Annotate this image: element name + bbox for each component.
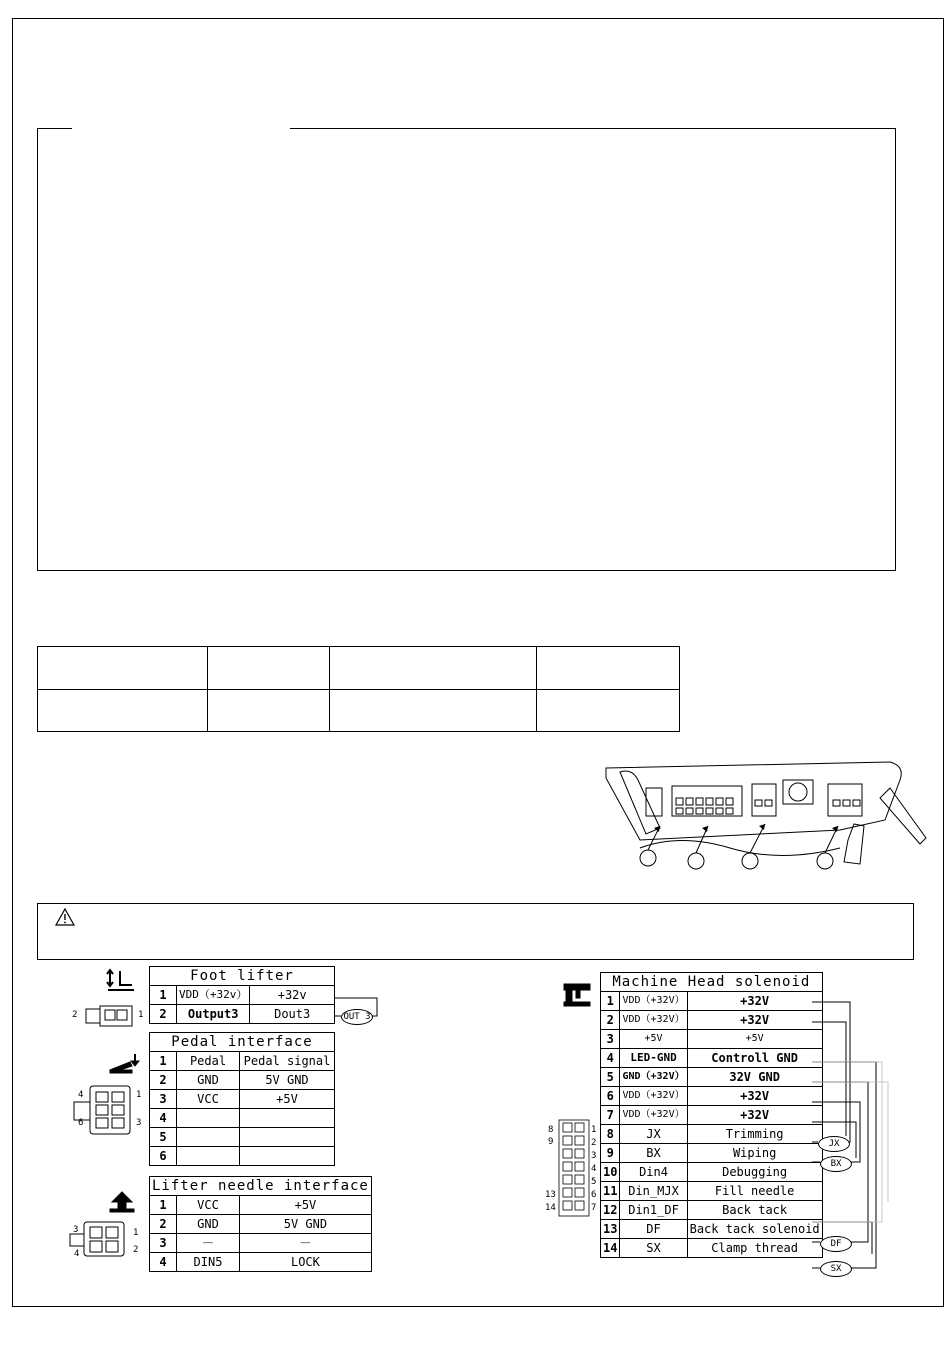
warning-triangle-icon — [54, 907, 76, 927]
pin-function: Fill needle — [687, 1182, 822, 1201]
pin-function: +32V — [687, 1087, 822, 1106]
table-row — [601, 1125, 823, 1144]
needle-pin-bl: 4 — [74, 1249, 80, 1259]
foot-lifter-title: Foot lifter — [150, 967, 335, 986]
machine-head-table — [600, 972, 823, 1258]
pin-function: Wiping — [687, 1144, 822, 1163]
pin-signal: SX — [620, 1239, 687, 1258]
pedal-connector-icon — [72, 1082, 134, 1138]
pin-function: Back tack solenoid — [687, 1220, 822, 1239]
bx-tag: BX — [820, 1156, 852, 1172]
pin-function: Clamp thread — [687, 1239, 822, 1258]
pin-signal: +5V — [620, 1030, 687, 1049]
out3-tag: OUT 3 — [341, 1009, 373, 1025]
pin-signal: Din1_DF — [620, 1201, 687, 1220]
pin-number: 5 — [150, 1128, 177, 1147]
controller-panel-illustration — [600, 758, 930, 876]
pedal-title: Pedal interface — [150, 1033, 335, 1052]
pin-signal: VDD（+32v） — [177, 986, 250, 1005]
pin-function: LOCK — [240, 1253, 372, 1272]
table-row — [601, 1182, 823, 1201]
pin-number: 2 — [150, 1215, 177, 1234]
head-pin-l1: 8 — [548, 1125, 554, 1135]
head-pin-r1: 1 — [591, 1125, 597, 1135]
jx-tag: JX — [818, 1136, 850, 1152]
pin-number: 11 — [601, 1182, 620, 1201]
pin-signal: LED-GND — [620, 1049, 687, 1068]
warning-box — [37, 903, 914, 960]
lifter-needle-connector-icon — [68, 1220, 130, 1260]
pin-signal: DF — [620, 1220, 687, 1239]
pin-number: 2 — [601, 1011, 620, 1030]
pin-number: 3 — [601, 1030, 620, 1049]
pin-function: +32V — [687, 992, 822, 1011]
spec-table — [37, 646, 680, 732]
pin-function: +32v — [250, 986, 335, 1005]
head-pin-r4: 4 — [591, 1164, 597, 1174]
pin-number: 6 — [150, 1147, 177, 1166]
pin-signal: Din_MJX — [620, 1182, 687, 1201]
needle-pin-tl: 3 — [73, 1225, 79, 1235]
pin-function: Dout3 — [250, 1005, 335, 1024]
pin-function: +5V — [240, 1090, 335, 1109]
pin-number: 1 — [150, 1196, 177, 1215]
content-box — [37, 128, 896, 571]
head-pin-r5: 5 — [591, 1177, 597, 1187]
foot-lifter-table — [149, 966, 335, 1024]
table-row — [601, 1030, 823, 1049]
table-row — [601, 1068, 823, 1087]
table-row — [150, 1253, 372, 1272]
pin-signal: GND — [177, 1071, 240, 1090]
head-pin-r2: 2 — [591, 1138, 597, 1148]
table-row — [150, 986, 335, 1005]
machine-head-wiring — [812, 990, 892, 1280]
table-row — [601, 1144, 823, 1163]
pin-signal: BX — [620, 1144, 687, 1163]
head-connector-icon — [557, 1118, 591, 1218]
pin-number: 8 — [601, 1125, 620, 1144]
pin-function: Debugging — [687, 1163, 822, 1182]
pedal-pin-tr: 1 — [136, 1090, 142, 1100]
content-box-title-gap — [72, 124, 290, 132]
head-pin-r6: 6 — [591, 1190, 597, 1200]
pin-number: 9 — [601, 1144, 620, 1163]
pin-signal: Pedal — [177, 1052, 240, 1071]
table-row — [150, 1109, 335, 1128]
pin-function: —— — [240, 1234, 372, 1253]
pin-function: +32V — [687, 1011, 822, 1030]
table-row — [601, 1220, 823, 1239]
pedal-pin-tl: 4 — [78, 1090, 84, 1100]
pedal-pin-br: 3 — [136, 1118, 142, 1128]
sx-tag: SX — [820, 1261, 852, 1277]
df-tag: DF — [820, 1236, 852, 1252]
pin-function: 32V GND — [687, 1068, 822, 1087]
pin-number: 1 — [601, 992, 620, 1011]
table-row — [150, 1090, 335, 1109]
pin-number: 2 — [150, 1005, 177, 1024]
table-row — [150, 1005, 335, 1024]
pin-number: 1 — [150, 1052, 177, 1071]
machine-head-icon — [562, 980, 592, 1008]
pin-number: 12 — [601, 1201, 620, 1220]
table-row — [150, 1071, 335, 1090]
pin-function: 5V GND — [240, 1071, 335, 1090]
needle-pin-br: 2 — [133, 1245, 139, 1255]
pin-function — [240, 1147, 335, 1166]
head-pin-l2: 9 — [548, 1137, 554, 1147]
pin-function: Controll GND — [687, 1049, 822, 1068]
pin-signal: JX — [620, 1125, 687, 1144]
foot-lifter-icon — [104, 967, 138, 993]
table-row — [150, 1234, 372, 1253]
foot-connector-pin-right: 1 — [138, 1010, 144, 1020]
pin-function: Pedal signal — [240, 1052, 335, 1071]
pin-signal: VCC — [177, 1196, 240, 1215]
table-row — [150, 1052, 335, 1071]
table-row — [601, 1087, 823, 1106]
pedal-icon — [108, 1052, 140, 1074]
pin-signal: VDD（+32V） — [620, 1087, 687, 1106]
lifter-needle-title: Lifter needle interface — [150, 1177, 372, 1196]
table-row — [601, 1106, 823, 1125]
pin-number: 14 — [601, 1239, 620, 1258]
pin-function: Back tack — [687, 1201, 822, 1220]
pin-signal — [177, 1147, 240, 1166]
pin-function: +32V — [687, 1106, 822, 1125]
pin-signal: DIN5 — [177, 1253, 240, 1272]
pin-number: 4 — [150, 1253, 177, 1272]
pin-number: 2 — [150, 1071, 177, 1090]
lifter-needle-table — [149, 1176, 372, 1272]
pin-number: 1 — [150, 986, 177, 1005]
pin-number: 7 — [601, 1106, 620, 1125]
table-row — [150, 1147, 335, 1166]
pin-signal: VCC — [177, 1090, 240, 1109]
table-row — [601, 1201, 823, 1220]
pedal-pin-bl: 6 — [78, 1118, 84, 1128]
pin-signal: —— — [177, 1234, 240, 1253]
head-pin-r3: 3 — [591, 1151, 597, 1161]
table-row — [150, 1128, 335, 1147]
pin-function: 5V GND — [240, 1215, 372, 1234]
pin-signal: Output3 — [177, 1005, 250, 1024]
pin-signal: VDD（+32V） — [620, 1011, 687, 1030]
pin-signal: GND（+32V） — [620, 1068, 687, 1087]
foot-connector-icon — [84, 1005, 136, 1027]
pin-number: 5 — [601, 1068, 620, 1087]
pin-number: 4 — [601, 1049, 620, 1068]
pin-function: +5V — [240, 1196, 372, 1215]
foot-connector-pin-left: 2 — [72, 1010, 78, 1020]
pin-signal — [177, 1128, 240, 1147]
pin-signal: VDD（+32V） — [620, 992, 687, 1011]
pin-function — [240, 1109, 335, 1128]
pin-number: 3 — [150, 1234, 177, 1253]
head-pin-r7: 7 — [591, 1203, 597, 1213]
head-pin-l4: 14 — [545, 1203, 556, 1213]
pin-number: 3 — [150, 1090, 177, 1109]
table-row — [601, 1049, 823, 1068]
pin-signal — [177, 1109, 240, 1128]
pin-function: +5V — [687, 1030, 822, 1049]
table-row — [601, 1163, 823, 1182]
table-row — [150, 1215, 372, 1234]
pin-number: 13 — [601, 1220, 620, 1239]
table-row — [601, 1011, 823, 1030]
pin-function: Trimming — [687, 1125, 822, 1144]
pin-signal: VDD（+32V） — [620, 1106, 687, 1125]
pin-signal: GND — [177, 1215, 240, 1234]
table-row — [150, 1196, 372, 1215]
needle-pin-tr: 1 — [133, 1228, 139, 1238]
pin-function — [240, 1128, 335, 1147]
table-row — [601, 1239, 823, 1258]
head-pin-l3: 13 — [545, 1190, 556, 1200]
pin-number: 6 — [601, 1087, 620, 1106]
pin-number: 4 — [150, 1109, 177, 1128]
machine-head-title: Machine Head solenoid — [601, 973, 823, 992]
pin-number: 10 — [601, 1163, 620, 1182]
lifter-needle-icon — [108, 1190, 136, 1214]
pedal-table — [149, 1032, 335, 1166]
table-row — [601, 992, 823, 1011]
pin-signal: Din4 — [620, 1163, 687, 1182]
